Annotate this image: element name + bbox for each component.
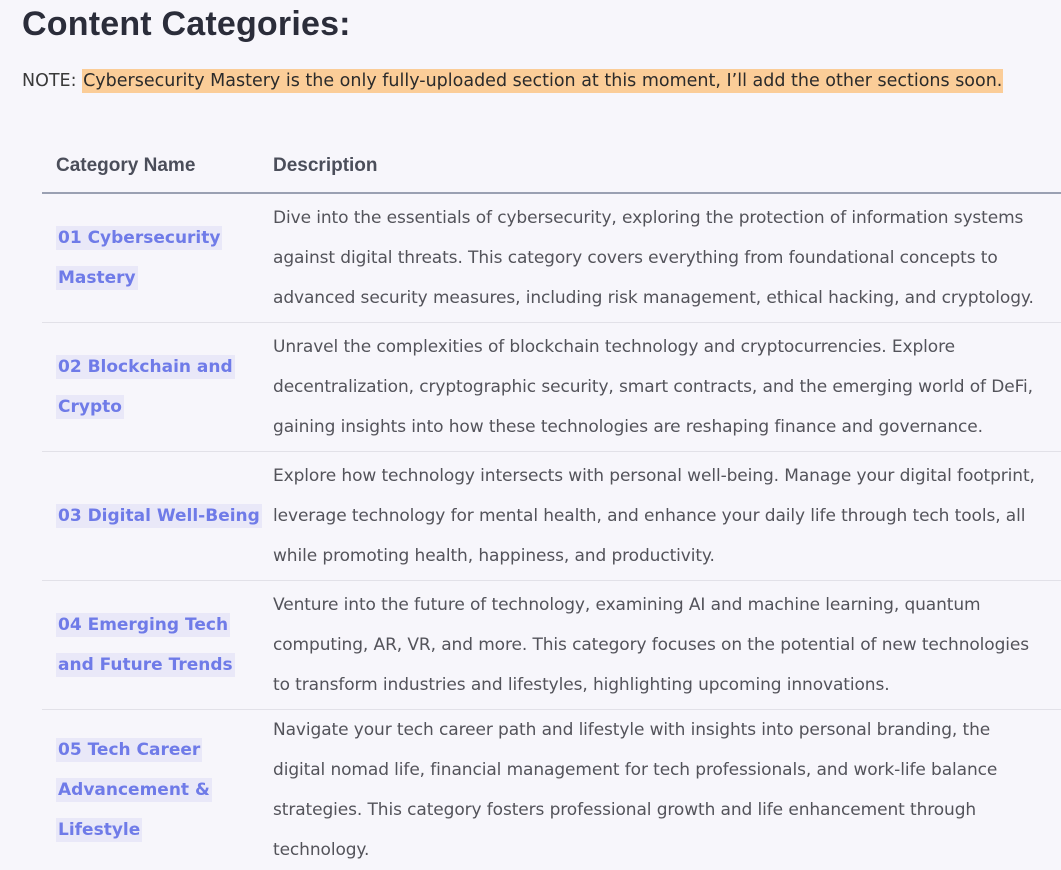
column-header-category-name: Category Name [42,140,273,193]
category-name-cell [42,193,273,323]
category-link-tech-career-advancement[interactable]: 05 Tech Career Advancement & Lifestyle [56,738,212,842]
category-description: Dive into the essentials of cybersecurity, exploring the protection of information systems against digital threats. This category covers everything from foundational concepts to advanced security measures, including risk management, ethical hacking, and cryptology. [273,193,1061,323]
note-label: NOTE: [22,71,82,91]
category-description: Unravel the complexities of blockchain technology and cryptocurrencies. Explore decentralization, cryptographic security, smart contracts, and the emerging world of DeFi, gaining insights into how these technologies are reshaping finance and governance. [273,323,1061,452]
categories-table [42,140,1061,870]
note-highlight-text: Cybersecurity Mastery is the only fully-uploaded section at this moment, I’ll add the other sections soon. [82,69,1003,93]
category-link-emerging-tech[interactable]: 04 Emerging Tech and Future Trends [56,613,235,677]
category-name-cell [42,581,273,710]
table-row [42,452,1061,581]
category-link-digital-well-being[interactable]: 03 Digital Well-Being [56,504,262,528]
category-description: Navigate your tech career path and lifestyle with insights into personal branding, the digital nomad life, financial management for tech professionals, and work-life balance strategies. This category fosters professional growth and life enhancement through technology. [273,710,1061,870]
category-name-cell [42,452,273,581]
categories-table-container [42,140,1061,870]
category-link-blockchain-and-crypto[interactable]: 02 Blockchain and Crypto [56,355,235,419]
category-description: Venture into the future of technology, examining AI and machine learning, quantum computing, AR, VR, and more. This category focuses on the potential of new technologies to transform industries and lifestyles, highlighting upcoming innovations. [273,581,1061,710]
page-title: Content Categories: [22,3,351,45]
table-row [42,710,1061,870]
column-header-description: Description [273,140,1061,193]
category-description: Explore how technology intersects with personal well-being. Manage your digital footprint, leverage technology for mental health, and enhance your daily life through tech tools, all while promoting health, happiness, and productivity. [273,452,1061,581]
category-name-cell [42,323,273,452]
table-row [42,581,1061,710]
table-row [42,323,1061,452]
note [22,68,1003,94]
category-name-cell [42,710,273,870]
category-link-cybersecurity-mastery[interactable]: 01 Cybersecurity Mastery [56,226,222,290]
table-row [42,193,1061,323]
table-header-row [42,140,1061,193]
